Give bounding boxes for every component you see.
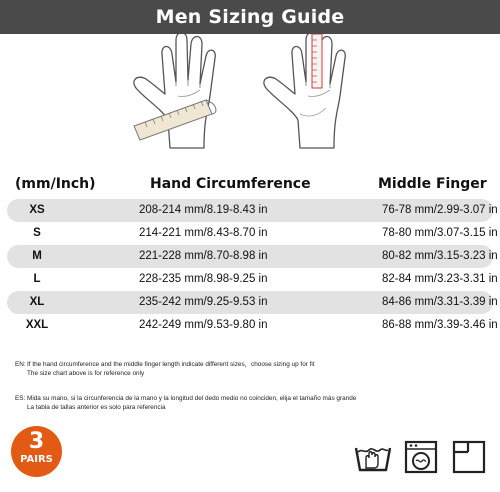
- size-label: XL: [29, 296, 45, 308]
- size-row-xl: [7, 291, 498, 314]
- pairs-badge: [11, 426, 62, 477]
- size-row-s: [7, 222, 498, 245]
- hand-value: 221-228 mm/8.70-8.98 in: [139, 250, 268, 262]
- english-tag: EN:: [15, 361, 26, 368]
- spanish-note-line-2: La tabla de tallas anterior es solo para referencia: [27, 403, 166, 411]
- hand-value: 235-242 mm/9.25-9.53 in: [139, 296, 268, 308]
- english-note: [15, 361, 315, 378]
- english-note-line-1: If the hand circumference and the middle finger length indicate different sizes，choose sizing up for fit: [27, 361, 315, 368]
- hand-value: 214-221 mm/8.43-8.70 in: [139, 227, 268, 239]
- finger-value: 82-84 mm/3.23-3.31 in: [382, 273, 498, 285]
- washing-machine-icon: [404, 440, 438, 474]
- spanish-note: [15, 395, 356, 412]
- pairs-count: 3: [28, 429, 45, 454]
- size-row-m: [7, 245, 498, 268]
- hand-circumference-illustration: [134, 34, 216, 148]
- pairs-label: PAIRS: [20, 454, 53, 465]
- size-row-xxl: [7, 314, 498, 337]
- size-label: S: [33, 227, 41, 239]
- spanish-tag: ES:: [15, 395, 26, 402]
- hand-value: 228-235 mm/8.98-9.25 in: [139, 273, 268, 285]
- english-note-line-2: The size chart above is for reference only: [27, 369, 145, 377]
- unit-header: (mm/Inch): [15, 176, 96, 192]
- size-row-l: [7, 268, 498, 291]
- finger-value: 80-82 mm/3.15-3.23 in: [382, 250, 498, 262]
- middle-finger-illustration: [264, 34, 345, 148]
- middle-finger-header: Middle Finger: [378, 176, 487, 192]
- hand-illustrations: [0, 34, 500, 176]
- finger-value: 78-80 mm/3.07-3.15 in: [382, 227, 498, 239]
- size-row-xs: [7, 199, 498, 222]
- hand-value: 208-214 mm/8.19-8.43 in: [139, 204, 268, 216]
- spanish-note-line-1: Mida su mano, si la circunferencia de la mano y la longitud del dedo medio no coinciden, elija el tamaño más grande: [27, 395, 357, 402]
- size-label: XS: [29, 204, 45, 216]
- size-label: L: [33, 273, 41, 285]
- page-title: Men Sizing Guide: [0, 0, 500, 34]
- hand-value: 242-249 mm/9.53-9.80 in: [139, 319, 268, 331]
- finger-value: 86-88 mm/3.39-3.46 in: [382, 319, 498, 331]
- size-label: XXL: [25, 319, 49, 331]
- hand-circumference-header: Hand Circumference: [150, 176, 311, 192]
- size-label: M: [32, 250, 42, 262]
- finger-value: 84-86 mm/3.31-3.39 in: [382, 296, 498, 308]
- dry-flat-icon: [452, 440, 486, 474]
- hand-wash-icon: [354, 440, 392, 474]
- finger-value: 76-78 mm/2.99-3.07 in: [382, 204, 498, 216]
